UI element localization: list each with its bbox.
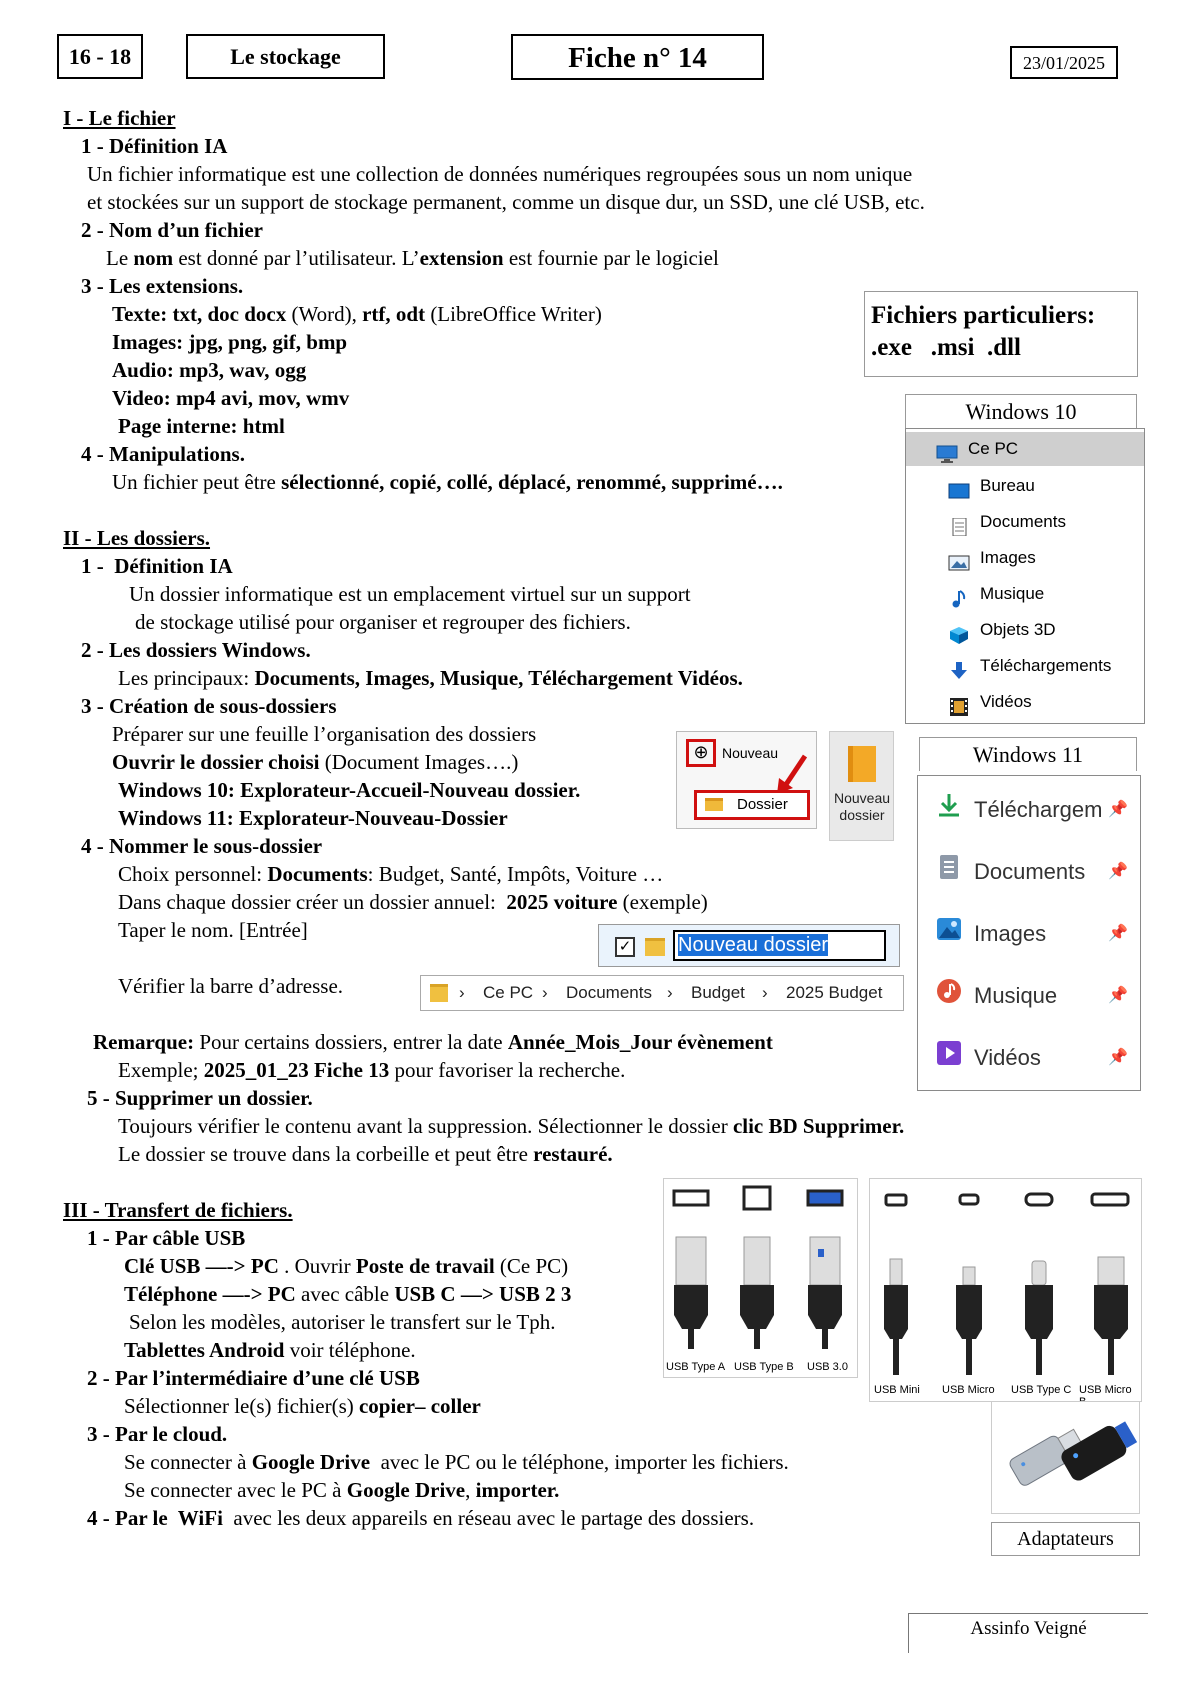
rename-input[interactable]: Nouveau dossier — [673, 930, 886, 961]
desktop-icon — [948, 478, 970, 496]
chevron-right-icon: › — [542, 983, 548, 1002]
usb-mini-micro-cables-icon — [870, 1179, 1143, 1377]
win11-item-documents[interactable]: Documents 📌 — [918, 841, 1140, 903]
s2-bin-line: Le dossier se trouve dans la corbeille et peut être restauré. — [118, 1142, 613, 1166]
usb-a-b-cables-icon — [664, 1179, 859, 1349]
adapters-caption-box — [991, 1522, 1140, 1556]
special-files-list: .exe .msi .dll — [871, 334, 1021, 361]
checkbox-icon[interactable]: ✓ — [615, 937, 635, 957]
win11-title: Windows 11 — [919, 737, 1137, 771]
download-arrow-icon — [948, 658, 970, 676]
section-2-title: II - Les dossiers. — [63, 526, 211, 550]
ext-text-line: Texte: txt, doc docx (Word), rtf, odt (LibreOffice Writer) — [112, 302, 602, 326]
win10-nav-panel — [905, 428, 1145, 724]
usb-a-b-image — [663, 1178, 858, 1378]
breadcrumb-ce-pc[interactable]: Ce PC — [483, 983, 534, 1002]
ext-video-line: Video: mp4 avi, mov, wmv — [112, 386, 350, 410]
dossier-menu-item[interactable]: Dossier — [694, 790, 810, 820]
win10-item-images[interactable]: Images — [906, 541, 1144, 575]
usb-micro-label: USB Micro — [942, 1384, 995, 1396]
s2-heading-5: 5 - Supprimer un dossier. — [87, 1086, 313, 1110]
win11-item-images[interactable]: Images 📌 — [918, 903, 1140, 965]
win10-item-documents[interactable]: Documents — [906, 505, 1144, 539]
s2-win11-line: Windows 11: Explorateur-Nouveau-Dossier — [118, 806, 508, 830]
special-files-box — [864, 291, 1138, 377]
s2-verify-line: Vérifier la barre d’adresse. — [118, 974, 344, 998]
win11-nav-panel — [917, 775, 1141, 1091]
ext-page-line: Page interne: html — [118, 414, 285, 438]
pin-icon[interactable]: 📌 — [1108, 987, 1128, 1004]
s2-heading-2: 2 - Les dossiers Windows. — [81, 638, 311, 662]
win10-item-telechargements[interactable]: Téléchargements — [906, 649, 1144, 683]
special-files-title: Fichiers particuliers: — [871, 302, 1096, 329]
s3-gdrive-line-2: Se connecter avec le PC à Google Drive, importer. — [124, 1478, 560, 1502]
usb-type-a-label: USB Type A — [666, 1361, 726, 1373]
adapters-image — [991, 1401, 1140, 1514]
video-play-icon — [936, 1028, 962, 1090]
usb-micro-b-label: USB Micro — [1079, 1384, 1132, 1396]
computer-icon — [936, 441, 958, 459]
music-icon — [936, 966, 962, 1028]
sheet-box — [511, 34, 764, 80]
s3-select-line: Sélectionner le(s) fichier(s) copier– coller — [124, 1394, 481, 1418]
s1-heading-2: 2 - Nom d’un fichier — [81, 218, 263, 242]
breadcrumb-2025-budget[interactable]: 2025 Budget — [786, 983, 883, 1002]
win10-item-videos[interactable]: Vidéos — [906, 685, 1144, 719]
new-folder-tile[interactable]: Nouveau dossier — [829, 731, 894, 841]
s2-type-line: Taper le nom. [Entrée] — [118, 918, 308, 942]
chevron-right-icon: › — [762, 983, 768, 1002]
s1-heading-3: 3 - Les extensions. — [81, 274, 244, 298]
ext-images-line: Images: jpg, png, gif, bmp — [112, 330, 348, 354]
music-note-icon — [948, 586, 970, 604]
s2-example-line: Exemple; 2025_01_23 Fiche 13 pour favoriser la recherche. — [118, 1058, 626, 1082]
footer — [908, 1613, 1148, 1653]
s3-models-line: Selon les modèles, autoriser le transfert sur le Tph. — [129, 1310, 556, 1334]
usb-mini-label: USB Mini — [874, 1384, 920, 1396]
win10-item-ce-pc[interactable]: Ce PC — [906, 432, 1144, 466]
folder-large-icon — [848, 746, 876, 782]
s2-choice-line: Choix personnel: Documents: Budget, Santé, Impôts, Voiture … — [118, 862, 664, 886]
plus-circle-icon: ⊕ — [686, 739, 716, 767]
win10-item-objets-3d[interactable]: Objets 3D — [906, 613, 1144, 647]
download-arrow-icon — [936, 780, 962, 842]
s3-heading-3: 3 - Par le cloud. — [87, 1422, 228, 1446]
s3-heading-1: 1 - Par câble USB — [87, 1226, 246, 1250]
nouveau-button[interactable]: ⊕ Nouveau — [692, 740, 802, 766]
s3-gdrive-line-1: Se connecter à Google Drive avec le PC ou le téléphone, importer les fichiers. — [124, 1450, 789, 1474]
usb-type-c-label: USB Type C — [1011, 1384, 1072, 1396]
usb-3-label: USB 3.0 — [807, 1361, 848, 1373]
usb-adapter-icon — [992, 1402, 1139, 1513]
s2-heading-3: 3 - Création de sous-dossiers — [81, 694, 337, 718]
usb-mini-micro-image — [869, 1178, 1142, 1402]
s2-def-line-1: Un dossier informatique est un emplacement virtuel sur un support — [129, 582, 691, 606]
s2-win10-line: Windows 10: Explorateur-Accueil-Nouveau dossier. — [118, 778, 581, 802]
chevron-right-icon: › — [459, 983, 465, 1002]
s2-prep-line: Préparer sur une feuille l’organisation des dossiers — [112, 722, 537, 746]
image-icon — [948, 550, 970, 568]
rename-snippet — [598, 924, 900, 967]
s1-name-line: Le nom est donné par l’utilisateur. L’extension est fournie par le logiciel — [106, 246, 719, 270]
pin-icon[interactable]: 📌 — [1108, 863, 1128, 880]
pin-icon[interactable]: 📌 — [1108, 925, 1128, 942]
s3-heading-4: 4 - Par le WiFi avec les deux appareils en réseau avec le partage des dossiers. — [87, 1506, 755, 1530]
date-box — [1010, 46, 1118, 79]
folder-icon — [645, 938, 665, 956]
win11-item-videos[interactable]: Vidéos 📌 — [918, 1027, 1140, 1089]
s2-main-folders: Les principaux: Documents, Images, Musique, Téléchargement Vidéos. — [118, 666, 743, 690]
pin-icon[interactable]: 📌 — [1108, 801, 1128, 818]
age-range: 16 - 18 — [68, 44, 132, 69]
s2-heading-1: 1 - Définition IA — [81, 554, 233, 578]
section-3-title: III - Transfert de fichiers. — [63, 1198, 293, 1222]
win11-item-musique[interactable]: Musique 📌 — [918, 965, 1140, 1027]
s2-heading-4: 4 - Nommer le sous-dossier — [81, 834, 323, 858]
s3-tablets-line: Tablettes Android voir téléphone. — [124, 1338, 416, 1362]
pin-icon[interactable]: 📌 — [1108, 1049, 1128, 1066]
usb-type-b-label: USB Type B — [734, 1361, 794, 1373]
s3-tel-line: Téléphone —-> PC avec câble USB C —> USB 2 3 — [124, 1282, 572, 1306]
s3-heading-2: 2 - Par l’intermédiaire d’une clé USB — [87, 1366, 420, 1390]
s1-def-line-1: Un fichier informatique est une collection de données numériques regroupées sous un nom unique — [87, 162, 913, 186]
adapters-caption: Adaptateurs — [1017, 1528, 1114, 1550]
win11-item-telechargements[interactable]: Téléchargem 📌 — [918, 779, 1140, 841]
topic-box — [186, 34, 385, 79]
topic: Le stockage — [230, 44, 341, 69]
s1-def-line-2: et stockées sur un support de stockage permanent, comme un disque dur, un SSD, une clé USB, etc. — [87, 190, 925, 214]
image-icon — [936, 904, 962, 966]
s2-open-line: Ouvrir le dossier choisi (Document Images….) — [112, 750, 519, 774]
breadcrumb-documents[interactable]: Documents — [566, 983, 652, 1002]
cube-3d-icon — [948, 622, 970, 640]
win10-item-musique[interactable]: Musique — [906, 577, 1144, 611]
manip-line: Un fichier peut être sélectionné, copié, collé, déplacé, renommé, supprimé…. — [112, 470, 783, 494]
date: 23/01/2025 — [1022, 53, 1105, 73]
section-1-title: I - Le fichier — [63, 106, 176, 130]
s2-annual-line: Dans chaque dossier créer un dossier annuel: 2025 voiture (exemple) — [118, 890, 708, 914]
film-icon — [948, 694, 970, 712]
s1-heading-4: 4 - Manipulations. — [81, 442, 245, 466]
ext-audio-line: Audio: mp3, wav, ogg — [112, 358, 307, 382]
breadcrumb-budget[interactable]: Budget — [691, 983, 745, 1002]
s3-cle-line: Clé USB —-> PC . Ouvrir Poste de travail (Ce PC) — [124, 1254, 569, 1278]
s2-delete-line: Toujours vérifier le contenu avant la suppression. Sélectionner le dossier clic BD Supprimer. — [118, 1114, 905, 1138]
win10-title: Windows 10 — [905, 394, 1137, 428]
footer-text: Assinfo Veigné — [970, 1618, 1087, 1639]
folder-icon — [705, 798, 723, 811]
s1-heading-1: 1 - Définition IA — [81, 134, 228, 158]
win10-item-bureau[interactable]: Bureau — [906, 469, 1144, 503]
chevron-right-icon: › — [667, 983, 673, 1002]
address-bar[interactable] — [420, 975, 904, 1011]
sheet-title: Fiche n° 14 — [568, 42, 707, 74]
age-box — [57, 34, 143, 79]
document-icon — [948, 514, 970, 532]
folder-icon — [430, 984, 448, 1002]
s2-remark-line: Remarque: Pour certains dossiers, entrer la date Année_Mois_Jour évènement — [93, 1030, 773, 1054]
new-menu-snippet — [676, 731, 817, 829]
document-icon — [936, 842, 962, 904]
s2-def-line-2: de stockage utilisé pour organiser et regrouper des fichiers. — [135, 610, 631, 634]
